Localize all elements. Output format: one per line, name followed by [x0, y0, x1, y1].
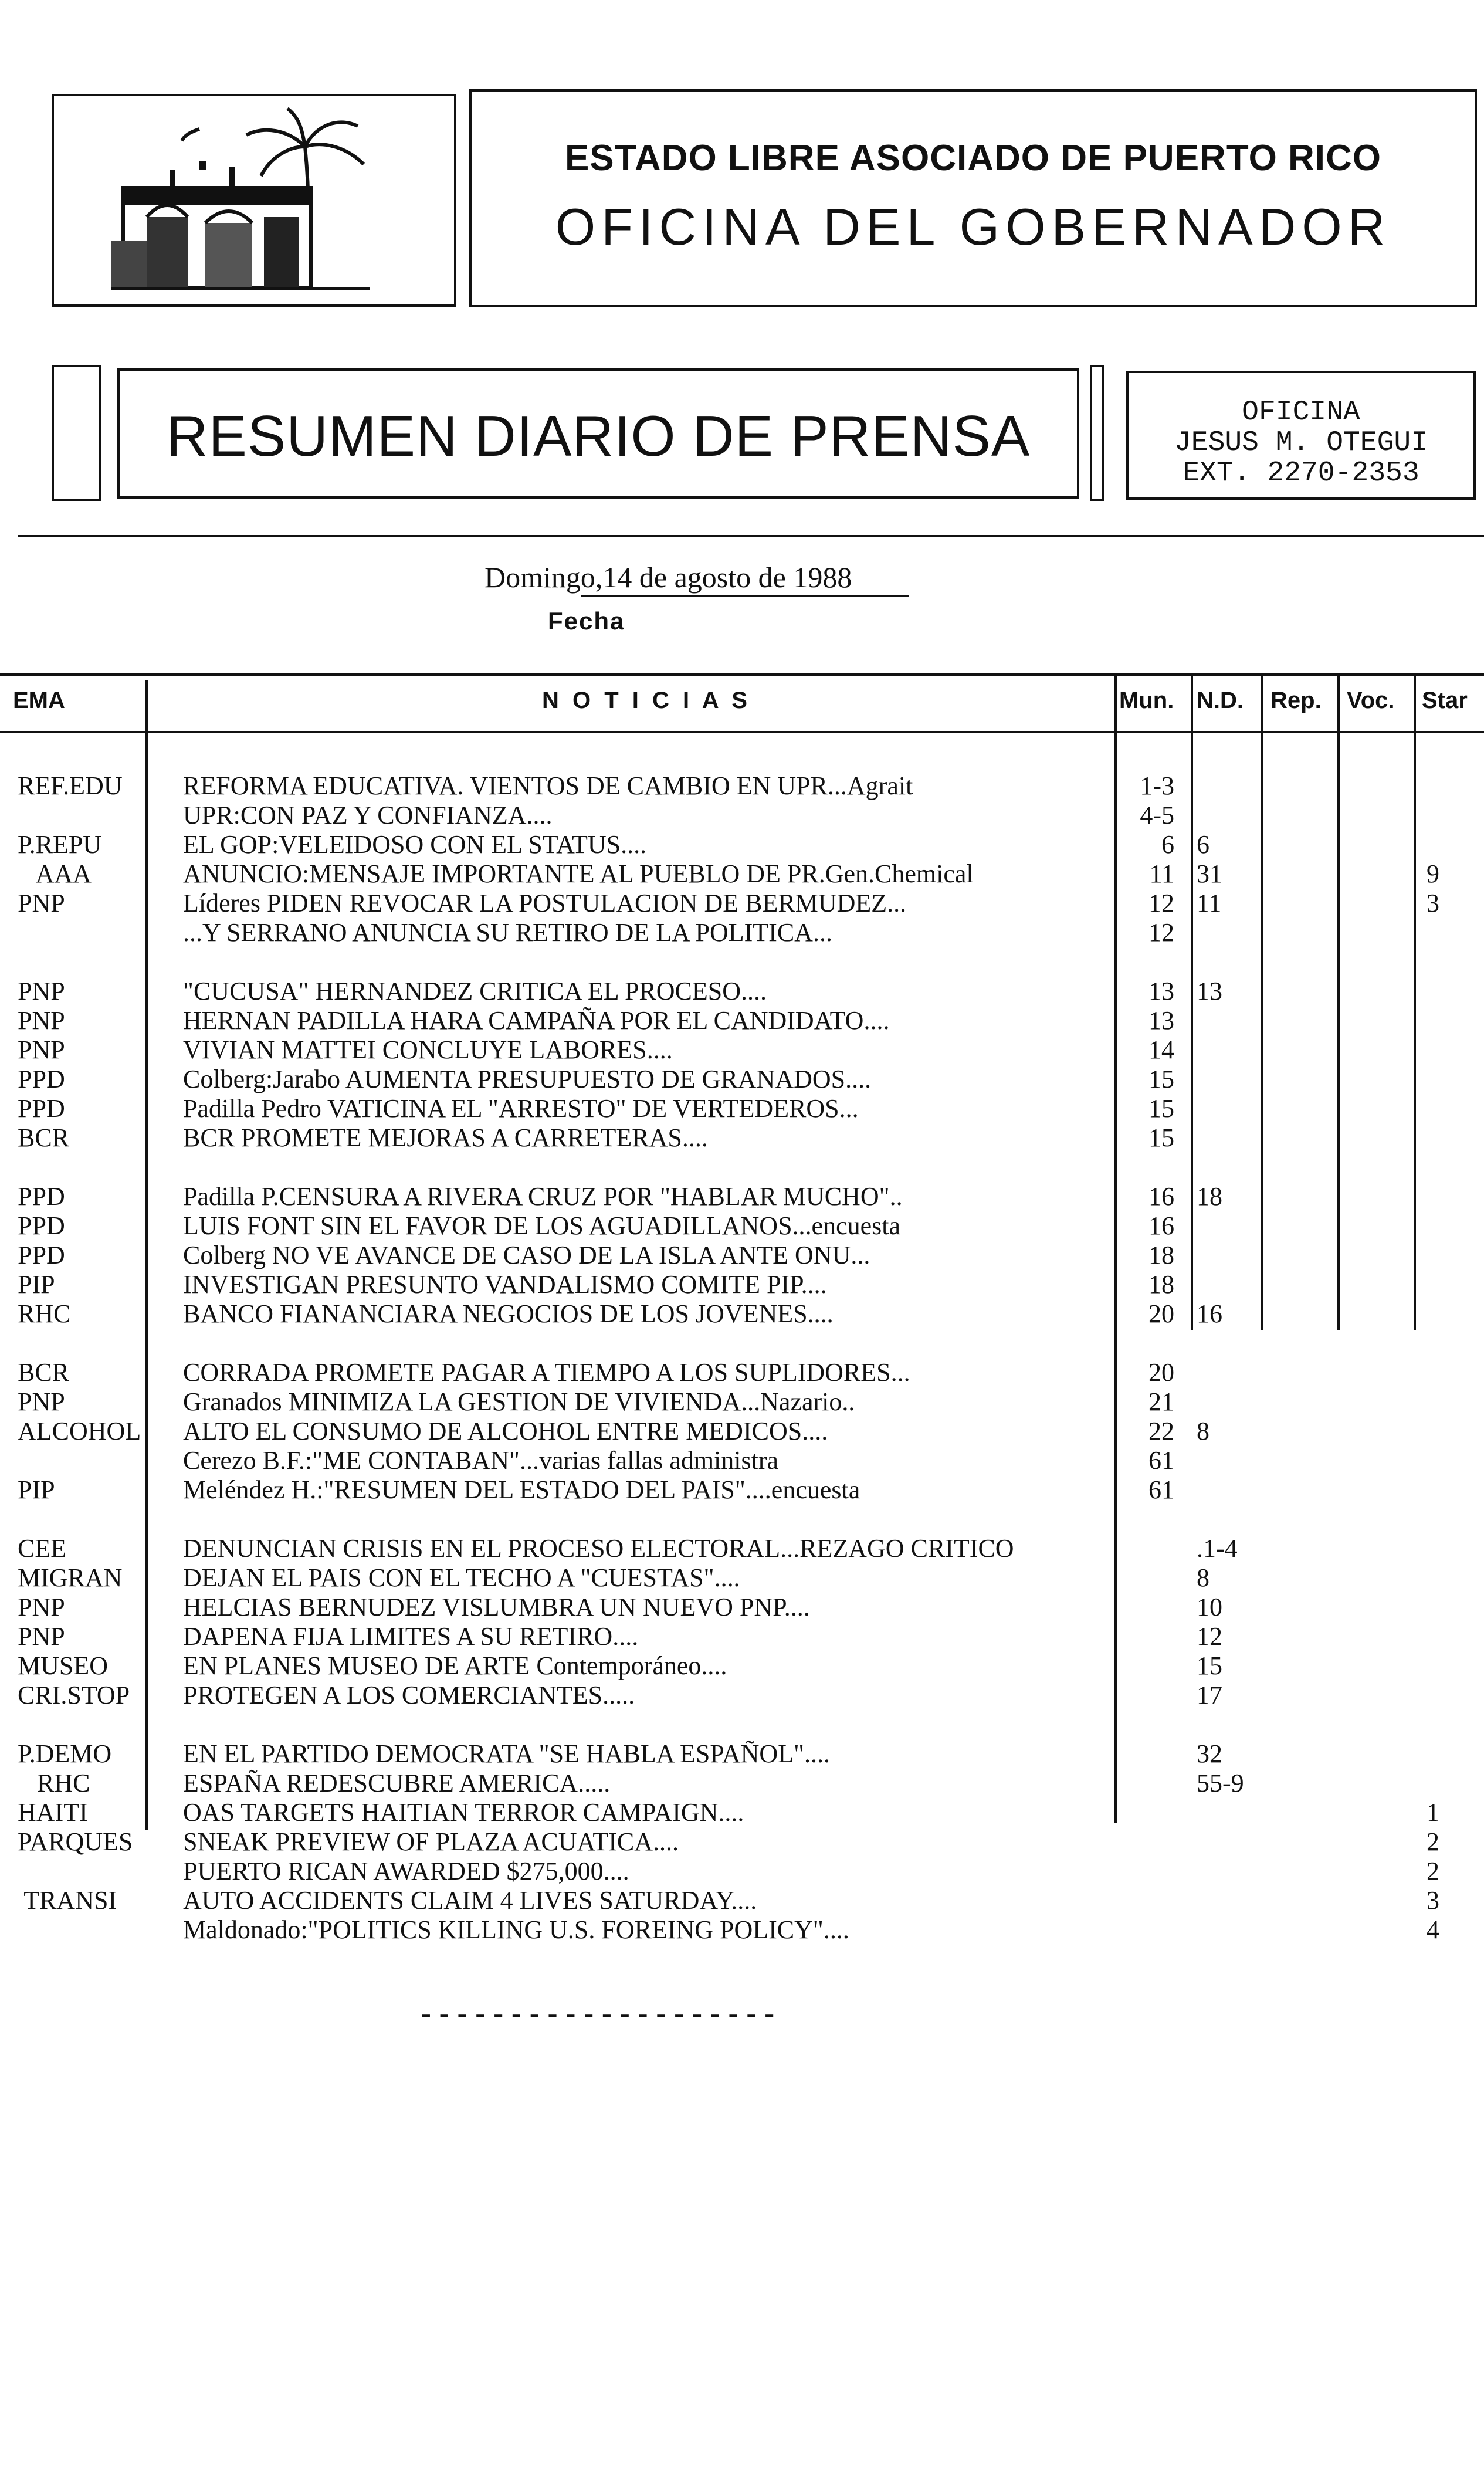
row-tema: AAA: [18, 859, 92, 888]
row-mun-page: 13: [1148, 1006, 1174, 1035]
row-mun-page: 13: [1148, 977, 1174, 1005]
row-headline: Padilla P.CENSURA A RIVERA CRUZ POR "HABLAR MUCHO"..: [183, 1182, 903, 1211]
row-tema: PNP: [18, 1622, 65, 1651]
row-nd-page: 18: [1197, 1182, 1222, 1211]
column-header-tema: EMA: [13, 688, 65, 713]
row-tema: PNP: [18, 1387, 65, 1416]
row-nd-page: 31: [1197, 859, 1222, 888]
row-headline: EN PLANES MUSEO DE ARTE Contemporáneo....: [183, 1651, 727, 1680]
row-nd-page: 6: [1197, 830, 1209, 859]
office-contact-name: JESUS M. OTEGUI: [1174, 427, 1428, 459]
date-label: Fecha: [548, 607, 625, 635]
title-bar-bottom-right: [1090, 499, 1104, 501]
row-nd-page: 13: [1197, 977, 1222, 1005]
row-tema: HAITI: [18, 1798, 88, 1827]
row-headline: VIVIAN MATTEI CONCLUYE LABORES....: [183, 1035, 673, 1064]
row-tema: PPD: [18, 1065, 65, 1093]
row-tema: PPD: [18, 1211, 65, 1240]
row-headline: AUTO ACCIDENTS CLAIM 4 LIVES SATURDAY....: [183, 1886, 757, 1915]
press-title-box: [117, 368, 1079, 499]
row-star-page: 4: [1427, 1915, 1439, 1944]
row-tema: PARQUES: [18, 1827, 133, 1856]
row-mun-page: 11: [1149, 859, 1174, 888]
row-headline: BCR PROMETE MEJORAS A CARRETERAS....: [183, 1123, 708, 1152]
column-header-mun: Mun.: [1119, 688, 1174, 713]
press-summary-title: RESUMEN DIARIO DE PRENSA: [166, 404, 1031, 468]
row-mun-page: 20: [1148, 1299, 1174, 1328]
row-mun-page: 20: [1148, 1358, 1174, 1387]
title-bar-right-1: [1090, 365, 1092, 501]
row-headline: LUIS FONT SIN EL FAVOR DE LOS AGUADILLANOS...encuesta: [183, 1211, 900, 1240]
row-headline: BANCO FIANANCIARA NEGOCIOS DE LOS JOVENES....: [183, 1299, 834, 1328]
row-headline: Colberg:Jarabo AUMENTA PRESUPUESTO DE GRANADOS....: [183, 1065, 872, 1093]
row-tema: RHC: [18, 1769, 90, 1797]
row-tema: P.REPU: [18, 830, 102, 859]
row-mun-page: 15: [1148, 1123, 1174, 1152]
row-tema: PIP: [18, 1270, 55, 1299]
row-tema: BCR: [18, 1358, 70, 1387]
row-tema: PPD: [18, 1094, 65, 1123]
row-mun-page: 22: [1148, 1417, 1174, 1445]
row-tema: PPD: [18, 1182, 65, 1211]
row-nd-page: 15: [1197, 1651, 1222, 1680]
row-nd-page: 11: [1197, 889, 1222, 917]
title-bar-top-right: [1090, 365, 1104, 367]
row-tema: PNP: [18, 1035, 65, 1064]
row-headline: OAS TARGETS HAITIAN TERROR CAMPAIGN....: [183, 1798, 744, 1827]
date-underline: [581, 595, 909, 597]
row-tema: ALCOHOL: [18, 1417, 141, 1445]
tema-column-divider: [145, 680, 148, 1830]
row-headline: ANUNCIO:MENSAJE IMPORTANTE AL PUEBLO DE PR.Gen.Chemical: [183, 859, 974, 888]
row-headline: Colberg NO VE AVANCE DE CASO DE LA ISLA ANTE ONU...: [183, 1241, 870, 1269]
row-headline: HELCIAS BERNUDEZ VISLUMBRA UN NUEVO PNP....: [183, 1593, 810, 1621]
title-bar-left-2: [99, 365, 101, 501]
row-tema: MIGRAN: [18, 1563, 123, 1592]
office-extension: EXT. 2270-2353: [1183, 458, 1419, 489]
row-mun-page: 15: [1148, 1094, 1174, 1123]
noticias-column-divider: [1114, 673, 1117, 1823]
agency-name: ESTADO LIBRE ASOCIADO DE PUERTO RICO: [564, 138, 1382, 178]
title-bar-left-1: [52, 365, 54, 501]
row-headline: PUERTO RICAN AWARDED $275,000....: [183, 1857, 629, 1885]
row-tema: CRI.STOP: [18, 1681, 130, 1709]
row-headline: EN EL PARTIDO DEMOCRATA "SE HABLA ESPAÑOL"....: [183, 1739, 830, 1768]
row-nd-page: 8: [1197, 1417, 1209, 1445]
column-header-noticias: N O T I C I A S: [542, 688, 751, 713]
title-bar-top-left: [52, 365, 101, 367]
row-mun-page: 12: [1148, 889, 1174, 917]
row-headline: Granados MINIMIZA LA GESTION DE VIVIENDA...Nazario..: [183, 1387, 855, 1416]
row-tema: PNP: [18, 1006, 65, 1035]
row-star-page: 2: [1427, 1827, 1439, 1856]
row-mun-page: 12: [1148, 918, 1174, 947]
row-star-page: 2: [1427, 1857, 1439, 1885]
row-mun-page: 18: [1148, 1270, 1174, 1299]
row-headline: CORRADA PROMETE PAGAR A TIEMPO A LOS SUPLIDORES...: [183, 1358, 910, 1387]
row-tema: PNP: [18, 889, 65, 917]
row-headline: Cerezo B.F.:"ME CONTABAN"...varias fallas administra: [183, 1446, 779, 1475]
row-tema: PNP: [18, 1593, 65, 1621]
row-tema: PIP: [18, 1475, 55, 1504]
row-mun-page: 1-3: [1140, 771, 1174, 800]
row-headline: "CUCUSA" HERNANDEZ CRITICA EL PROCESO....: [183, 977, 767, 1005]
row-headline: Maldonado:"POLITICS KILLING U.S. FOREING POLICY"....: [183, 1915, 849, 1944]
row-tema: MUSEO: [18, 1651, 109, 1680]
row-mun-page: 4-5: [1140, 801, 1174, 829]
row-headline: REFORMA EDUCATIVA. VIENTOS DE CAMBIO EN UPR...Agrait: [183, 771, 913, 800]
row-headline: ...Y SERRANO ANUNCIA SU RETIRO DE LA POLITICA...: [183, 918, 832, 947]
column-header-rep: Rep.: [1270, 688, 1322, 713]
row-headline: INVESTIGAN PRESUNTO VANDALISMO COMITE PIP....: [183, 1270, 827, 1299]
row-headline: SNEAK PREVIEW OF PLAZA ACUATICA....: [183, 1827, 679, 1856]
row-headline: ESPAÑA REDESCUBRE AMERICA.....: [183, 1769, 611, 1797]
voc-column-divider: [1414, 673, 1416, 1330]
title-bar-right-2: [1102, 365, 1104, 501]
row-headline: UPR:CON PAZ Y CONFIANZA....: [183, 801, 553, 829]
row-mun-page: 6: [1161, 830, 1174, 859]
row-nd-page: 17: [1197, 1681, 1222, 1709]
fortaleza-building-icon: [111, 106, 381, 299]
office-label: OFICINA: [1242, 397, 1360, 428]
row-tema: REF.EDU: [18, 771, 123, 800]
office-contact-box: [1126, 371, 1476, 500]
header-divider: [18, 535, 1484, 537]
row-mun-page: 18: [1148, 1241, 1174, 1269]
office-name: OFICINA DEL GOBERNADOR: [555, 198, 1391, 256]
row-star-page: 3: [1427, 889, 1439, 917]
row-headline: DENUNCIAN CRISIS EN EL PROCESO ELECTORAL...REZAGO CRITICO: [183, 1534, 1014, 1563]
row-nd-page: .1-4: [1197, 1534, 1238, 1563]
row-mun-page: 14: [1148, 1035, 1174, 1064]
column-header-star: Star: [1422, 688, 1468, 713]
title-bar-bottom-left: [52, 499, 101, 501]
row-nd-page: 16: [1197, 1299, 1222, 1328]
row-tema: BCR: [18, 1123, 70, 1152]
row-nd-page: 8: [1197, 1563, 1209, 1592]
row-nd-page: 32: [1197, 1739, 1222, 1768]
rep-column-divider: [1337, 673, 1340, 1330]
row-headline: HERNAN PADILLA HARA CAMPAÑA POR EL CANDIDATO....: [183, 1006, 890, 1035]
row-headline: DEJAN EL PAIS CON EL TECHO A "CUESTAS"....: [183, 1563, 740, 1592]
row-tema: TRANSI: [18, 1886, 117, 1915]
row-mun-page: 61: [1148, 1446, 1174, 1475]
row-mun-page: 61: [1148, 1475, 1174, 1504]
row-tema: CEE: [18, 1534, 67, 1563]
row-mun-page: 21: [1148, 1387, 1174, 1416]
row-star-page: 1: [1427, 1798, 1439, 1827]
row-tema: PPD: [18, 1241, 65, 1269]
mun-column-divider: [1191, 673, 1193, 1330]
row-headline: Padilla Pedro VATICINA EL "ARRESTO" DE VERTEDEROS...: [183, 1094, 859, 1123]
closing-rule: --------------------: [418, 2000, 780, 2032]
row-star-page: 3: [1427, 1886, 1439, 1915]
row-headline: EL GOP:VELEIDOSO CON EL STATUS....: [183, 830, 647, 859]
row-tema: P.DEMO: [18, 1739, 112, 1768]
row-star-page: 9: [1427, 859, 1439, 888]
row-nd-page: 12: [1197, 1622, 1222, 1651]
report-date: Domingo,14 de agosto de 1988: [484, 561, 852, 594]
agency-header-box: [469, 89, 1477, 307]
row-headline: DAPENA FIJA LIMITES A SU RETIRO....: [183, 1622, 639, 1651]
row-mun-page: 16: [1148, 1211, 1174, 1240]
column-header-voc: Voc.: [1347, 688, 1395, 713]
row-headline: Meléndez H.:"RESUMEN DEL ESTADO DEL PAIS"....encuesta: [183, 1475, 860, 1504]
row-headline: PROTEGEN A LOS COMERCIANTES.....: [183, 1681, 635, 1709]
row-tema: RHC: [18, 1299, 71, 1328]
row-mun-page: 15: [1148, 1065, 1174, 1093]
row-headline: Líderes PIDEN REVOCAR LA POSTULACION DE BERMUDEZ...: [183, 889, 907, 917]
nd-column-divider: [1261, 673, 1263, 1330]
column-header-nd: N.D.: [1197, 688, 1244, 713]
row-nd-page: 55-9: [1197, 1769, 1244, 1797]
row-headline: ALTO EL CONSUMO DE ALCOHOL ENTRE MEDICOS....: [183, 1417, 828, 1445]
row-mun-page: 16: [1148, 1182, 1174, 1211]
row-tema: PNP: [18, 977, 65, 1005]
row-nd-page: 10: [1197, 1593, 1222, 1621]
